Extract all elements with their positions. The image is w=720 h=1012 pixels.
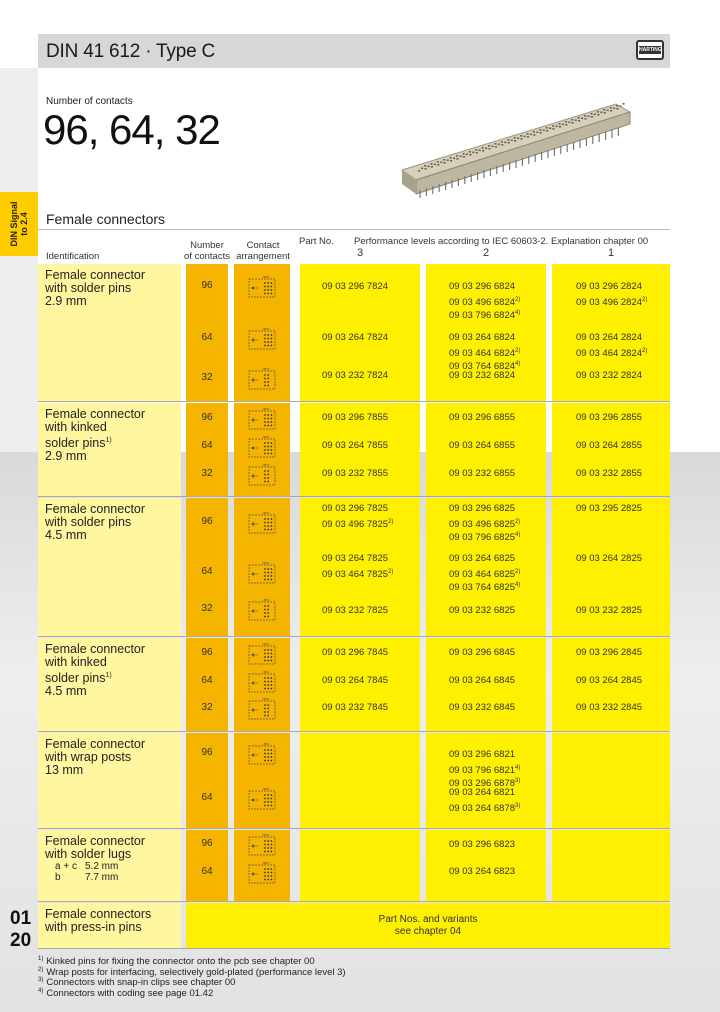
part-number-text: 09 03 296 6823 — [449, 839, 516, 850]
part-number-text: 09 03 296 6845 — [449, 647, 516, 658]
harting-logo — [636, 40, 664, 60]
ident-line — [45, 669, 145, 685]
part-number — [322, 701, 388, 715]
part-number-text: 09 03 296 2824 — [576, 281, 643, 292]
part-footnote: 3) — [515, 802, 521, 809]
part-number — [576, 552, 642, 566]
part-number — [449, 307, 520, 323]
level-1: 1 — [607, 247, 615, 259]
contact-arrangement-icon — [245, 641, 279, 669]
ident-line — [45, 529, 145, 542]
contacts-count: 96 — [201, 838, 213, 849]
part-number-text: 09 03 264 6824 — [449, 332, 516, 343]
footnote-mark: 1) — [38, 956, 44, 962]
group-identification — [45, 738, 145, 777]
ident-line — [45, 421, 145, 434]
contact-arrangement-icon — [245, 786, 279, 814]
part-number — [576, 280, 642, 294]
part-number-text: 09 03 296 6825 — [449, 503, 516, 514]
part-number-text: 09 03 264 7824 — [322, 332, 389, 343]
contacts-count: 64 — [201, 332, 213, 343]
part-number-text: 09 03 296 2845 — [576, 647, 643, 658]
ident-text: Female connector — [45, 737, 146, 751]
ident-text: 4.5 mm — [45, 528, 87, 542]
footnote-mark: 1) — [105, 437, 112, 444]
part-number-text: 09 03 264 2825 — [576, 553, 643, 564]
col-identification: Identification — [46, 251, 100, 262]
contacts-count: 96 — [201, 280, 213, 291]
part-number — [449, 579, 520, 595]
part-number-text: 09 03 264 7825 — [322, 553, 389, 564]
part-number — [322, 674, 388, 688]
part-number-text: 09 03 264 7845 — [322, 675, 389, 686]
ident-text: with solder lugs — [45, 847, 132, 861]
svg-text:abc: abc — [263, 669, 270, 674]
footnote-mark: 2) — [38, 966, 44, 973]
part-footnote: 3) — [515, 778, 521, 784]
contacts-count: 32 — [201, 468, 213, 479]
part-number — [576, 701, 642, 715]
contacts-count: 64 — [201, 792, 213, 803]
svg-text:abc: abc — [263, 462, 270, 467]
contacts-count: 96 — [201, 747, 213, 758]
part-number — [322, 280, 388, 294]
level1-col-bg — [552, 733, 670, 828]
col-contact — [232, 240, 294, 262]
part-number — [322, 331, 388, 345]
ident-line — [45, 295, 145, 308]
group-identification — [45, 643, 145, 698]
part-number — [449, 701, 515, 715]
part-footnote: 4) — [515, 582, 521, 588]
part-footnote: 4) — [515, 532, 521, 538]
svg-text:abc: abc — [263, 510, 270, 515]
ident-text: Female connectors — [45, 907, 152, 921]
footnote-mark: 4) — [38, 987, 44, 994]
group-separator — [38, 948, 670, 949]
group-identification — [45, 503, 145, 542]
part-number-text: 09 03 232 7855 — [322, 468, 389, 479]
part-number-text: 09 03 264 2824 — [576, 332, 643, 343]
footnote — [38, 986, 213, 1000]
part-number — [449, 502, 515, 516]
contact-arrangement-icon — [245, 326, 279, 354]
part-number-text: 09 03 232 2855 — [576, 468, 643, 479]
group-separator — [38, 401, 670, 402]
part-number-text: 09 03 496 6824 — [449, 296, 516, 308]
press-in-note-line1: Part Nos. and variants — [378, 914, 478, 925]
part-number — [322, 439, 388, 453]
part-footnote: 2) — [388, 568, 394, 575]
extra-key: b — [55, 872, 61, 883]
ident-line — [45, 450, 145, 463]
part-number — [449, 800, 520, 816]
connector-image — [392, 82, 642, 202]
group-identification — [45, 408, 145, 463]
part-number-text: 09 03 496 2824 — [576, 296, 643, 308]
group-identification — [45, 835, 145, 883]
part-number — [449, 467, 515, 481]
part-number — [449, 439, 515, 453]
group-separator — [38, 636, 670, 637]
page-number — [10, 908, 38, 952]
part-number — [322, 502, 388, 516]
ident-text: with solder pins — [45, 281, 132, 295]
part-number-text: 09 03 232 7845 — [322, 702, 389, 713]
section-rule — [38, 229, 670, 230]
svg-text:abc: abc — [263, 832, 270, 837]
contacts-count: 96 — [201, 516, 213, 527]
part-number — [449, 331, 515, 345]
part-footnote: 4) — [515, 361, 521, 367]
ident-extra — [45, 861, 145, 872]
part-number — [576, 345, 647, 361]
page-chapter: 01 — [10, 908, 32, 929]
part-number-text: 09 03 296 6878 — [449, 778, 516, 790]
contacts-count: 96 — [201, 412, 213, 423]
level3-col-bg — [300, 733, 420, 828]
part-footnote: 4) — [515, 310, 521, 316]
col-number-line1: Number — [190, 240, 224, 251]
ident-text: with press-in pins — [45, 920, 142, 934]
contacts-label: Number of contacts — [46, 96, 133, 107]
part-number-text: 09 03 232 6845 — [449, 702, 516, 713]
svg-text:abc: abc — [263, 406, 270, 411]
contact-arrangement-icon — [245, 860, 279, 888]
group-separator — [38, 731, 670, 732]
ident-line — [45, 921, 151, 934]
ident-text: 4.5 mm — [45, 684, 87, 699]
level3-col-bg — [300, 830, 420, 901]
part-number-text: 09 03 264 2845 — [576, 675, 643, 686]
contact-arrangement-icon — [245, 462, 279, 490]
part-footnote: 2) — [515, 518, 521, 525]
chapter-tab-label — [9, 201, 29, 246]
part-footnote: 2) — [642, 347, 648, 354]
page-title: DIN 41 612 · Type C — [46, 41, 216, 62]
part-number-text: 09 03 764 6824 — [449, 361, 516, 373]
part-number — [576, 467, 642, 481]
part-number-text: 09 03 296 6855 — [449, 412, 516, 423]
svg-text:abc: abc — [263, 366, 270, 371]
ident-text: solder pins — [45, 671, 106, 686]
part-number — [322, 604, 388, 618]
part-number-text: 09 03 464 6825 — [449, 568, 516, 580]
part-number — [576, 674, 642, 688]
contact-arrangement-icon — [245, 560, 279, 588]
ident-line — [45, 848, 145, 861]
part-number-text: 09 03 232 6824 — [449, 370, 516, 381]
contacts-count: 64 — [201, 440, 213, 451]
footnote-text: Kinked pins for fixing the connector onto the pcb see chapter 00 — [46, 956, 315, 968]
part-footnote: 4) — [515, 764, 521, 771]
part-number-text: 09 03 264 6878 — [449, 802, 516, 814]
ident-text: with wrap posts — [45, 750, 132, 764]
part-footnote: 2) — [515, 347, 521, 354]
part-number — [449, 369, 515, 383]
part-number-text: 09 03 296 2855 — [576, 412, 643, 423]
contacts-count: 64 — [201, 675, 213, 686]
contact-arrangement-icon — [245, 434, 279, 462]
part-number-text: 09 03 796 6824 — [449, 310, 516, 322]
part-number — [449, 411, 515, 425]
part-number-text: 09 03 296 7855 — [322, 412, 389, 423]
part-number — [576, 439, 642, 453]
contacts-count: 64 — [201, 866, 213, 877]
svg-text:abc: abc — [263, 597, 270, 602]
ident-text: with kinked — [45, 420, 107, 434]
part-number — [322, 552, 388, 566]
ident-text: Female connector — [45, 502, 146, 516]
part-number — [576, 604, 642, 618]
contact-arrangement-icon — [245, 406, 279, 434]
part-number-text: 09 03 796 6821 — [449, 764, 516, 776]
part-number — [576, 411, 642, 425]
part-number-text: 09 03 232 2845 — [576, 702, 643, 713]
contacts-count: 96 — [201, 647, 213, 658]
tab-line-1: DIN Signal — [9, 201, 19, 247]
ident-text: 2.9 mm — [45, 294, 87, 308]
part-number — [322, 646, 388, 660]
footnote-mark: 1) — [105, 672, 112, 679]
col-number-line2: of contacts — [184, 251, 230, 262]
svg-text:abc: abc — [263, 326, 270, 331]
contacts-count: 32 — [201, 372, 213, 383]
contacts-count: 32 — [201, 702, 213, 713]
part-number-text: 09 03 296 7845 — [322, 647, 389, 658]
part-number-text: 09 03 464 7825 — [322, 568, 389, 580]
ident-text: with solder pins — [45, 515, 132, 529]
part-number-text: 09 03 264 6821 — [449, 787, 516, 798]
part-number-text: 09 03 264 2855 — [576, 440, 643, 451]
contact-arrangement-icon — [245, 510, 279, 538]
extra-value: 7.7 mm — [85, 872, 119, 883]
side-margin — [0, 68, 38, 452]
part-number — [322, 411, 388, 425]
extra-key: a + c — [55, 861, 77, 872]
part-footnote: 2) — [515, 568, 521, 575]
part-number — [449, 604, 515, 618]
contact-arrangement-icon — [245, 832, 279, 860]
part-number-text: 09 03 496 7825 — [322, 518, 389, 530]
part-number-text: 09 03 464 2824 — [576, 347, 643, 359]
svg-text:abc: abc — [263, 741, 270, 746]
part-number-text: 09 03 232 6825 — [449, 605, 516, 616]
contact-arrangement-icon — [245, 741, 279, 769]
part-number-text: 09 03 296 6821 — [449, 749, 516, 760]
logo-text: HARTING — [639, 47, 662, 53]
section-title: Female connectors — [46, 211, 166, 227]
contact-arrangement-icon — [245, 597, 279, 625]
ident-text: Female connector — [45, 268, 146, 282]
part-footnote: 2) — [642, 296, 648, 303]
part-number-text: 09 03 264 6823 — [449, 866, 516, 877]
press-in-note-line2: see chapter 04 — [394, 926, 462, 937]
part-footnote: 2) — [388, 518, 394, 525]
part-number — [449, 280, 515, 294]
part-number — [449, 646, 515, 660]
part-footnote: 2) — [515, 296, 521, 303]
group-separator — [38, 496, 670, 497]
svg-text:abc: abc — [263, 434, 270, 439]
ident-line — [45, 434, 145, 450]
contact-arrangement-icon — [245, 366, 279, 394]
part-number — [576, 502, 642, 516]
ident-text: Female connector — [45, 407, 146, 421]
part-number — [449, 674, 515, 688]
level-2: 2 — [482, 247, 490, 259]
part-number — [449, 786, 515, 800]
part-number-text: 09 03 496 6825 — [449, 518, 516, 530]
svg-text:abc: abc — [263, 274, 270, 279]
ident-text: 2.9 mm — [45, 449, 87, 464]
col-number — [180, 240, 234, 262]
level-3: 3 — [356, 247, 364, 259]
contact-arrangement-icon — [245, 696, 279, 724]
part-number-text: 09 03 232 7824 — [322, 370, 389, 381]
part-number — [576, 646, 642, 660]
ident-text: Female connector — [45, 834, 146, 848]
part-number-text: 09 03 764 6825 — [449, 582, 516, 594]
part-number-text: 09 03 296 7825 — [322, 503, 389, 514]
col-contact-line2: arrangement — [236, 251, 290, 262]
group-identification — [45, 908, 151, 934]
svg-text:abc: abc — [263, 860, 270, 865]
contacts-count: 32 — [201, 603, 213, 614]
svg-text:abc: abc — [263, 696, 270, 701]
svg-text:abc: abc — [263, 786, 270, 791]
part-number-text: 09 03 296 6824 — [449, 281, 516, 292]
group-separator — [38, 828, 670, 829]
contact-arrangement-icon — [245, 669, 279, 697]
part-number — [576, 369, 642, 383]
footnote-text: Connectors with snap-in clips see chapter 00 — [46, 977, 236, 989]
part-number — [449, 838, 515, 852]
contact-arrangement-icon — [245, 274, 279, 302]
contacts-count: 64 — [201, 566, 213, 577]
part-number — [322, 566, 393, 582]
col-part-no: Part No. — [299, 236, 334, 247]
part-number-text: 09 03 264 6845 — [449, 675, 516, 686]
col-performance: Performance levels according to IEC 60603-2. Explanation chapter 00 — [354, 236, 649, 247]
page-index: 20 — [10, 930, 32, 951]
part-number-text: 09 03 232 2824 — [576, 370, 643, 381]
ident-line — [45, 764, 145, 777]
group-identification — [45, 269, 145, 308]
part-number-text: 09 03 232 2825 — [576, 605, 643, 616]
part-number-text: 09 03 295 2825 — [576, 503, 643, 514]
part-number — [449, 865, 515, 879]
chapter-tab — [0, 192, 38, 256]
ident-text: 13 mm — [45, 763, 84, 777]
part-number — [322, 369, 388, 383]
part-number — [576, 294, 647, 310]
footnote-mark: 3) — [38, 977, 44, 983]
press-in-note — [186, 914, 670, 938]
part-number — [322, 516, 393, 532]
ident-line — [45, 685, 145, 698]
part-number-text: 09 03 232 7825 — [322, 605, 389, 616]
tab-line-2: to 2.4 — [19, 212, 29, 236]
part-number-text: 09 03 464 6824 — [449, 347, 516, 359]
part-number — [449, 529, 520, 545]
ident-text: with kinked — [45, 655, 107, 669]
part-number-text: 09 03 264 6855 — [449, 440, 516, 451]
part-number-text: 09 03 232 6855 — [449, 468, 516, 479]
part-number-text: 09 03 296 7824 — [322, 281, 389, 292]
svg-text:abc: abc — [263, 641, 270, 646]
part-number — [576, 331, 642, 345]
ident-text: solder pins — [45, 436, 106, 451]
part-number-text: 09 03 796 6825 — [449, 532, 516, 544]
extra-value: 5.2 mm — [85, 861, 119, 872]
part-number — [449, 552, 515, 566]
footnote-text: Connectors with coding see page 01.42 — [46, 987, 214, 999]
part-number-text: 09 03 264 7855 — [322, 440, 389, 451]
col-contact-line1: Contact — [246, 240, 280, 251]
contacts-values: 96, 64, 32 — [43, 106, 220, 153]
group-separator — [38, 901, 670, 902]
ident-text: Female connector — [45, 642, 146, 656]
ident-extra — [45, 872, 145, 883]
ident-line — [45, 656, 145, 669]
svg-text:abc: abc — [263, 560, 270, 565]
part-number — [449, 748, 515, 762]
footnote-text: Wrap posts for interfacing, selectively gold-plated (performance level 3) — [46, 966, 346, 978]
part-number-text: 09 03 264 6825 — [449, 553, 516, 564]
level1-col-bg — [552, 830, 670, 901]
part-number — [322, 467, 388, 481]
